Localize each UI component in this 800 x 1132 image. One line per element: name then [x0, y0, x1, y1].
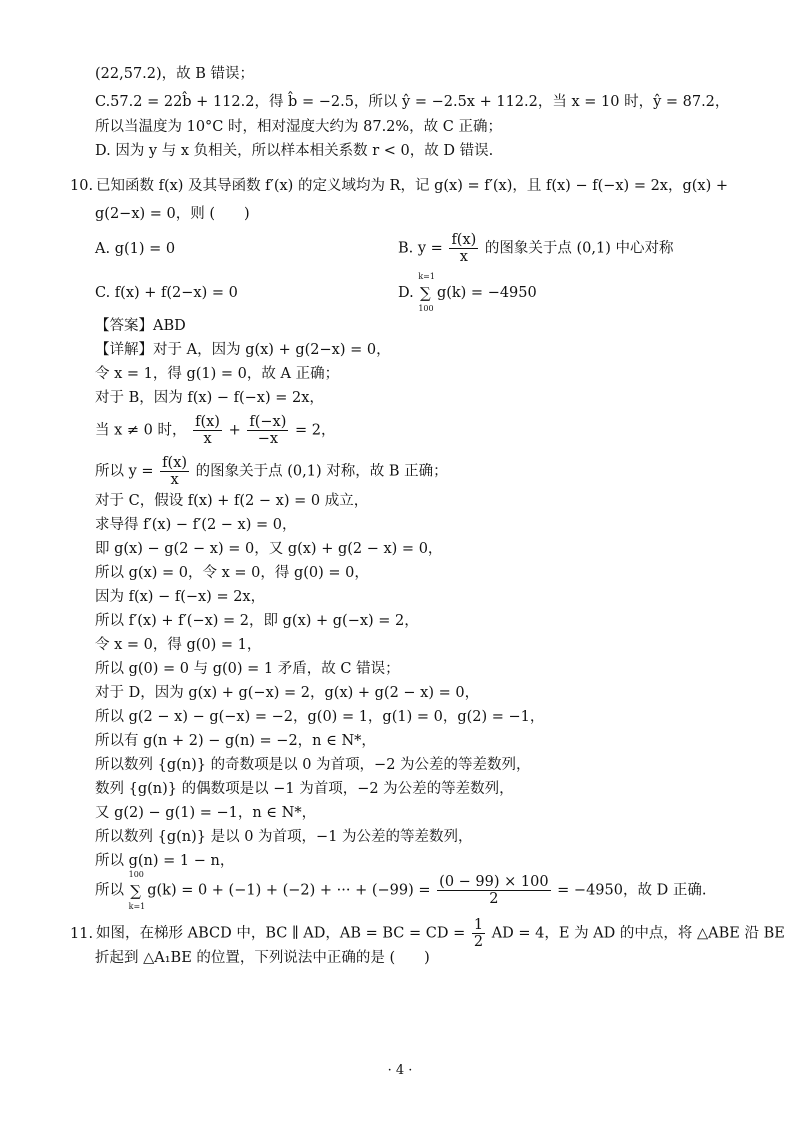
q10-option-c: C. f(x) + f(2−x) = 0	[95, 285, 238, 301]
fraction-denominator: x	[170, 472, 179, 488]
prev-line-2: C.57.2 = 22b̂ + 112.2，得 b̂ = −2.5，所以 ŷ = −2.5x + 112.2，当 x = 10 时，ŷ = 87.2，	[95, 94, 730, 110]
q10-option-b-fraction	[449, 232, 478, 265]
solution-line-15: 所以 g(2 − x) − g(−x) = −2，g(0) = 1，g(1) = 0，g(2) = −1，	[95, 709, 545, 725]
q11-stem-line-1	[70, 917, 785, 950]
solution-line-6: 对于 C，假设 f(x) + f(2 − x) = 0 成立，	[95, 493, 369, 509]
q11-stem-prefix: 如图，在梯形 ABCD 中，BC ∥ AD，AB = BC = CD =	[96, 925, 466, 942]
prev-line-4: D. 因为 y 与 x 负相关，所以样本相关系数 r < 0，故 D 错误.	[95, 143, 494, 159]
sum-lower: k=1	[128, 901, 146, 911]
prev-line-3: 所以当温度为 10°C 时，相对湿度大约为 87.2%，故 C 正确；	[95, 119, 502, 135]
q10-stem-line-2: g(2−x) = 0，则 ( )	[95, 206, 250, 222]
q10-option-a: A. g(1) = 0	[95, 241, 176, 257]
solution-line-10: 因为 f(x) − f(−x) = 2x，	[95, 589, 266, 605]
solution-line-4	[95, 414, 335, 447]
q10-stem-text-1: 已知函数 f(x) 及其导函数 f′(x) 的定义域均为 R，记 g(x) = f′(x)，且 f(x) − f(−x) = 2x，g(x) +	[96, 178, 729, 194]
fraction-numerator: f(x)	[451, 232, 477, 248]
fraction	[160, 455, 189, 488]
q11-number: 11.	[70, 925, 94, 942]
fraction-numerator: 1	[473, 917, 484, 933]
solution-line-12: 令 x = 0，得 g(0) = 1，	[95, 637, 262, 653]
solution-line-7: 求导得 f′(x) − f′(2 − x) = 0，	[95, 517, 297, 533]
solution-line-1: 【详解】对于 A，因为 g(x) + g(2−x) = 0，	[95, 342, 391, 358]
plus-sign: +	[228, 422, 241, 439]
solution-line-22-prefix: 所以	[95, 882, 124, 899]
fraction-denominator: 2	[489, 891, 499, 907]
solution-line-19: 又 g(2) − g(1) = −1，n ∈ N*，	[95, 805, 317, 821]
solution-line-16: 所以有 g(n + 2) − g(n) = −2，n ∈ N*，	[95, 733, 376, 749]
solution-line-3: 对于 B，因为 f(x) − f(−x) = 2x，	[95, 390, 324, 406]
solution-line-5	[95, 455, 448, 488]
sum-lower: 100	[418, 304, 434, 313]
q10-option-b	[398, 232, 674, 265]
sum-upper: k=1	[418, 272, 435, 281]
q10-number: 10.	[70, 178, 94, 194]
solution-line-18: 数列 {g(n)} 的偶数项是以 −1 为首项，−2 为公差的等差数列，	[95, 781, 514, 797]
solution-line-2: 令 x = 1，得 g(1) = 0，故 A 正确；	[95, 366, 340, 382]
fraction-denominator: x	[459, 249, 468, 265]
solution-line-17: 所以数列 {g(n)} 的奇数项是以 0 为首项，−2 为公差的等差数列，	[95, 757, 531, 773]
fraction-numerator: f(−x)	[249, 414, 287, 430]
q11-stem-line-2: 折起到 △A₁BE 的位置，下列说法中正确的是 ( )	[95, 950, 430, 966]
summation-symbol: ∑ 100 k=1	[128, 869, 146, 911]
sum-upper: 100	[128, 869, 144, 879]
page-number: · 4 ·	[387, 1063, 413, 1078]
solution-line-22-middle: g(k) = 0 + (−1) + (−2) + ··· + (−99) =	[147, 882, 431, 899]
solution-line-22	[95, 869, 707, 911]
fraction-denominator: −x	[257, 431, 279, 447]
q10-stem-line-1	[70, 176, 728, 196]
solution-line-4-prefix: 当 x ≠ 0 时，	[95, 422, 187, 439]
q10-option-d-suffix: g(k) = −4950	[436, 285, 537, 301]
q10-option-d-prefix: D.	[398, 285, 414, 301]
q11-stem-suffix: AD = 4，E 为 AD 的中点，将 △ABE 沿 BE	[491, 925, 785, 942]
q10-option-b-suffix: 的图象关于点 (0,1) 中心对称	[484, 240, 674, 257]
fraction-numerator: (0 − 99) × 100	[439, 874, 549, 890]
solution-line-14: 对于 D，因为 g(x) + g(−x) = 2，g(x) + g(2 − x) = 0，	[95, 685, 480, 701]
solution-line-4-suffix: = 2，	[294, 422, 336, 439]
solution-line-8: 即 g(x) − g(2 − x) = 0，又 g(x) + g(2 − x) = 0，	[95, 541, 443, 557]
solution-line-22-suffix: = −4950，故 D 正确.	[557, 882, 707, 899]
q10-option-d	[398, 272, 537, 313]
solution-line-11: 所以 f′(x) + f′(−x) = 2，即 g(x) + g(−x) = 2，	[95, 613, 419, 629]
solution-line-5-suffix: 的图象关于点 (0,1) 对称，故 B 正确；	[195, 463, 448, 480]
solution-line-21: 所以 g(n) = 1 − n，	[95, 853, 235, 869]
q10-answer: 【答案】ABD	[95, 318, 186, 334]
fraction-numerator: f(x)	[162, 455, 188, 471]
fraction	[247, 414, 288, 447]
solution-line-5-prefix: 所以 y =	[95, 463, 154, 480]
prev-line-1: (22,57.2)，故 B 错误；	[95, 66, 255, 82]
fraction	[472, 917, 485, 950]
fraction	[437, 874, 550, 907]
fraction-numerator: f(x)	[195, 414, 220, 430]
fraction	[193, 414, 222, 447]
fraction-denominator: x	[203, 431, 212, 447]
q10-option-b-prefix: B. y =	[398, 240, 443, 257]
solution-line-20: 所以数列 {g(n)} 是以 0 为首项，−1 为公差的等差数列，	[95, 829, 473, 845]
summation-symbol: ∑ k=1 100	[418, 272, 435, 313]
solution-line-9: 所以 g(x) = 0，令 x = 0，得 g(0) = 0，	[95, 565, 369, 581]
fraction-denominator: 2	[473, 934, 484, 950]
solution-line-13: 所以 g(0) = 0 与 g(0) = 1 矛盾，故 C 错误；	[95, 661, 400, 677]
